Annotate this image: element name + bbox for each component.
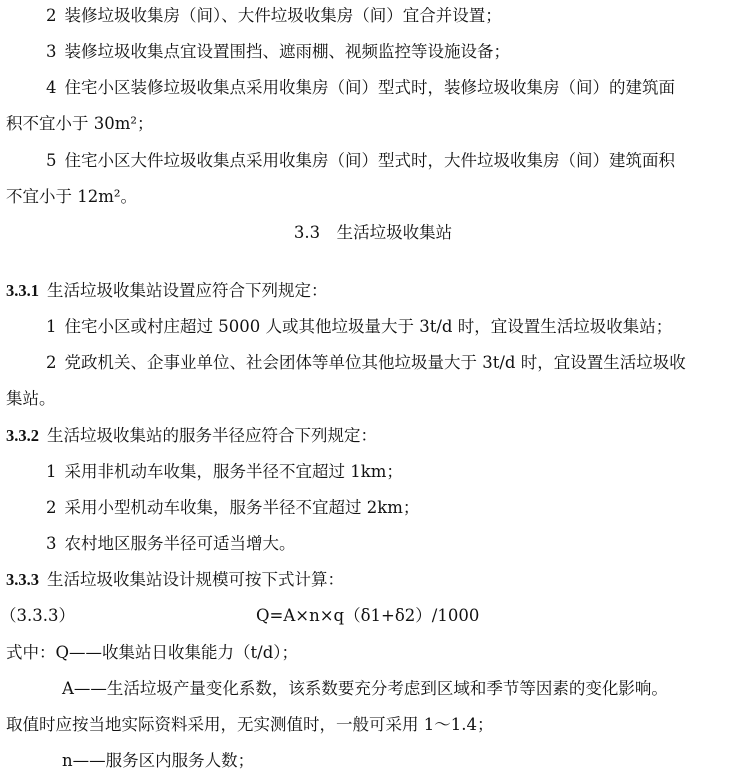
equation-number: （3.3.3） bbox=[0, 606, 75, 625]
item-number: 1 bbox=[46, 462, 57, 481]
item-text: 住宅小区大件垃圾收集点采用收集房（间）型式时，大件垃圾收集房（间）建筑面积 bbox=[64, 151, 675, 170]
list-item bbox=[46, 6, 502, 26]
item-text: 采用非机动车收集，服务半径不宜超过 1km； bbox=[64, 462, 403, 481]
item-number: 4 bbox=[46, 78, 57, 97]
item-text: 装修垃圾收集点宜设置围挡、遮雨棚、视频监控等设施设备； bbox=[64, 42, 510, 61]
item-text: 住宅小区或村庄超过 5000 人或其他垃圾量大于 3t/d 时，宜设置生活垃圾收集站； bbox=[64, 317, 673, 336]
clause-number: 3.3.1 bbox=[6, 281, 39, 300]
clause-heading bbox=[6, 570, 344, 590]
where-clause: 式中：Q——收集站日收集能力（t/d）； bbox=[6, 643, 299, 662]
item-text: 不宜小于 12m²。 bbox=[6, 187, 138, 206]
item-text: 农村地区服务半径可适当增大。 bbox=[64, 534, 296, 553]
list-item bbox=[46, 151, 675, 171]
continuation-line: 取值时应按当地实际资料采用，无实测值时，一般可采用 1～1.4； bbox=[6, 715, 494, 734]
clause-text: 生活垃圾收集站设计规模可按下式计算： bbox=[47, 570, 344, 589]
item-number: 2 bbox=[46, 498, 57, 517]
list-item bbox=[46, 462, 403, 482]
clause-heading bbox=[6, 281, 328, 301]
item-text: 集站。 bbox=[6, 389, 56, 408]
continuation-line bbox=[6, 187, 137, 207]
where-clause: A——生活垃圾产量变化系数，该系数要充分考虑到区域和季节等因素的变化影响。 bbox=[62, 679, 668, 698]
item-text: 采用小型机动车收集，服务半径不宜超过 2km； bbox=[64, 498, 420, 517]
list-item bbox=[46, 498, 419, 518]
list-item bbox=[46, 78, 675, 98]
clause-number: 3.3.2 bbox=[6, 426, 39, 445]
list-item bbox=[46, 534, 296, 554]
where-clause: n——服务区内服务人数； bbox=[62, 751, 255, 770]
item-text: 党政机关、企事业单位、社会团体等单位其他垃圾量大于 3t/d 时，宜设置生活垃圾收 bbox=[64, 353, 686, 372]
clause-heading bbox=[6, 426, 377, 446]
list-item bbox=[46, 42, 510, 62]
list-item bbox=[46, 353, 686, 373]
continuation-line bbox=[6, 389, 56, 409]
continuation-line bbox=[6, 114, 154, 134]
item-number: 3 bbox=[46, 42, 57, 61]
item-text: 积不宜小于 30m²； bbox=[6, 114, 154, 133]
clause-text: 生活垃圾收集站的服务半径应符合下列规定： bbox=[47, 426, 377, 445]
list-item bbox=[46, 317, 672, 337]
clause-number: 3.3.3 bbox=[6, 570, 39, 589]
item-number: 1 bbox=[46, 317, 57, 336]
section-title: 3.3 生活垃圾收集站 bbox=[293, 223, 453, 242]
item-text: 住宅小区装修垃圾收集点采用收集房（间）型式时，装修垃圾收集房（间）的建筑面 bbox=[64, 78, 675, 97]
item-number: 5 bbox=[46, 151, 57, 170]
item-number: 3 bbox=[46, 534, 57, 553]
item-number: 2 bbox=[46, 353, 57, 372]
item-text: 装修垃圾收集房（间）、大件垃圾收集房（间）宜合并设置； bbox=[64, 6, 502, 25]
item-number: 2 bbox=[46, 6, 57, 25]
formula: Q=A×n×q（δ1+δ2）/1000 bbox=[256, 606, 480, 625]
clause-text: 生活垃圾收集站设置应符合下列规定： bbox=[47, 281, 328, 300]
